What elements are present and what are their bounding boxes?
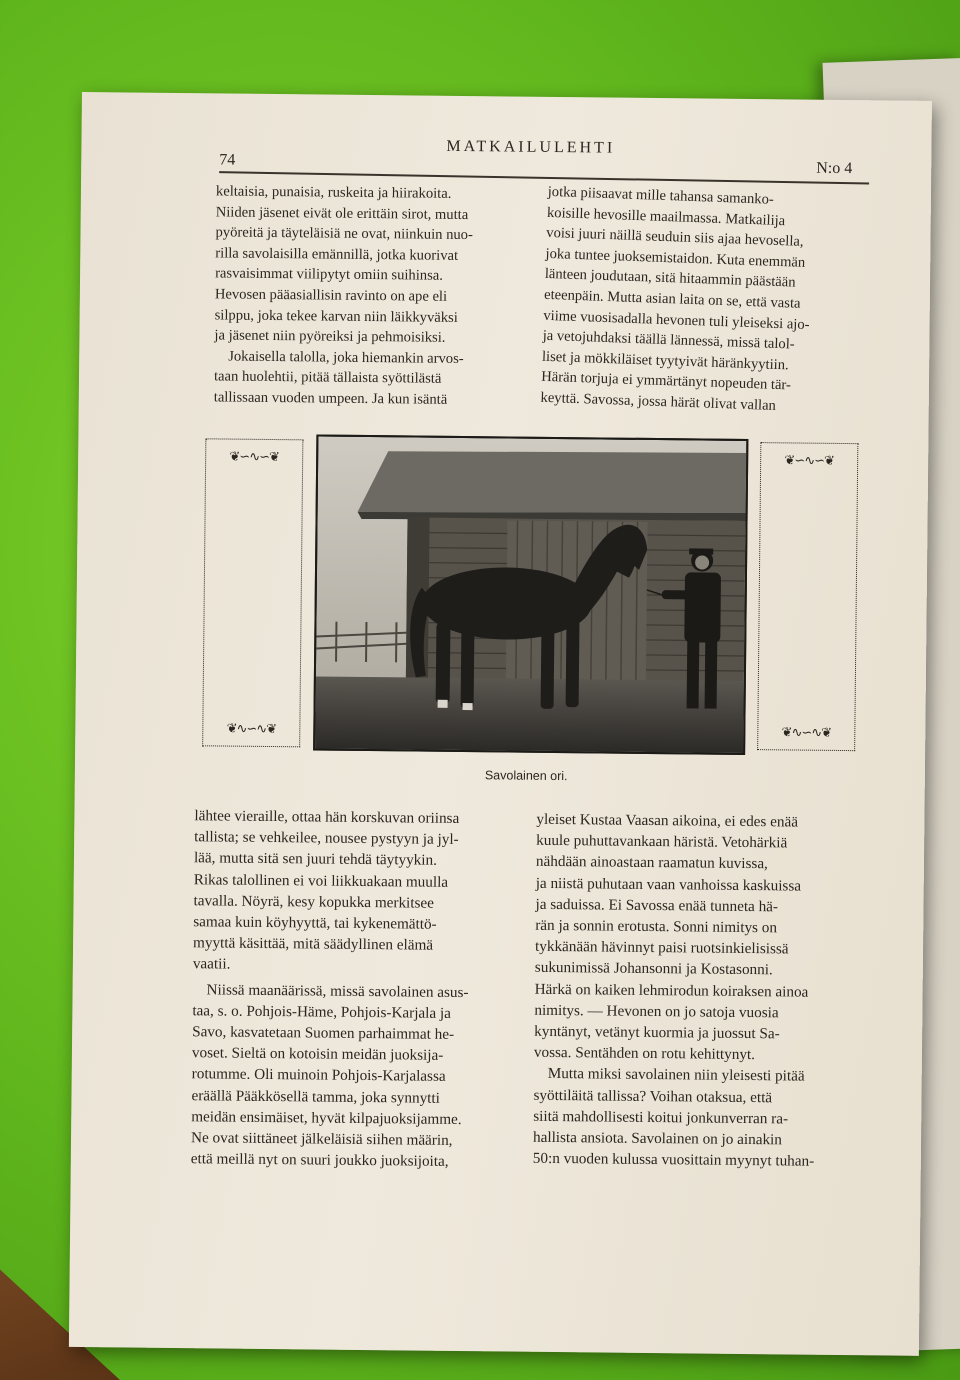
magazine-title: MATKAILULEHTI	[446, 137, 616, 157]
column-bottom-right	[533, 809, 867, 1173]
column-top-right	[540, 182, 863, 419]
horse-photo	[313, 434, 748, 755]
paragraph: Niissä maanäärissä, missä savolainen asus- taa, s. o. Pohjois-Häme, Pohjois-Karjala ja Savo, kasvatetaan Suomen parhaimmat he- voset. Sieltä on kotoisin meidän juoksija- rotumme. Oli muinoin Pohjois-Karjalassa eräällä Pääkkösellä tamma, joka synnytti meidän ensimäiset, hyvät kilpajuoksijamme. Ne ovat siittäneet jälkeläisiä siihen määrin, että meillä nyt on suuri joukko juoksijoita,	[190, 980, 469, 1171]
scroll-ornament-icon: ❦∽∿∽❦	[229, 448, 280, 465]
paragraph: Mutta miksi savolainen niin yleisesti pitää syöttiläitä tallissa? Voihan otaksua, että siitä mahdollisesti koitui jonkunverran ra- hallista ansiota. Savolainen on jo ainakin 50:n vuoden kulussa vuosittain myynyt tuhan-	[532, 1065, 815, 1170]
scroll-ornament-icon: ❦∿∽∿❦	[226, 720, 277, 737]
ornament-left	[202, 438, 303, 747]
column-bottom-left	[191, 805, 515, 1173]
magazine-page	[69, 92, 932, 1356]
page-number: 74	[219, 151, 236, 169]
paragraph: yleiset Kustaa Vaasan aikoina, ei edes enää kuule puhuttavankaan häristä. Vetohärkiä nähdään ainoastaan raamatun kuvissa, ja niistä puhutaan vaan vanhoissa kaskuissa ja saduissa. Ei Savossa enää tunneta hä- rän ja sonnin erotusta. Sonni nimitys on tykkänään hävinnyt paisi ruotsinkielisissä sukunimissä Johansonni ja Kostasonni. Härkä on kaiken lehmirodun koiraksen ainoa nimitys. — Hevonen on jo satoja vuosia kyntänyt, vetänyt kuormia ja juossut Sa- vossa. Sentähden on rotu kehittynyt.	[533, 810, 809, 1064]
paragraph: lähtee vieraille, ottaa hän korskuvan oriinsa tallista; se vehkeilee, nousee pystyyn ja jyl- lää, mutta sitä sen juuri tehdä täytyykin. Rikas talollinen ei voi liikkuakaan muulla tavalla. Nöyrä, kesy kopukka merkitsee samaa kuin köyhyyttä, tai kykenemättö- myyttä käsittää, mitä säädyllinen elämä vaatii.	[192, 807, 460, 974]
scroll-ornament-icon: ❦∿∽∿❦	[781, 724, 832, 740]
photo-caption: Savolainen ori.	[484, 768, 568, 784]
paragraph: jotka piisaavat mille tahansa samanko- koisille hevosille maailmassa. Matkailija voisi juuri näillä seuduin siis ajaa hevosella, joka tuntee juoksemistaidon. Kuta enemmän länteen joudutaan, sitä hitaammin päästään eteenpäin. Mutta asian laita on se, että vasta viime vuosisadalla hevonen tuli yleiseksi ajo- ja vetojuhdaksi täällä lännessä, missä talol- liset ja mökkiläiset tyytyivät häränkyytiin. Härän torjuja ei ymmärtänyt nopeuden tär- keyttä. Savossa, jossa härät olivat vallan	[540, 183, 810, 414]
paragraph: Jokaisella talolla, joka hiemankin arvos- taan huolehtii, pitää tällaista syöttilästä tallissaan vuoden umpeen. Ja kun isäntä	[213, 348, 464, 408]
scroll-ornament-icon: ❦∽∿∽❦	[784, 452, 834, 468]
horse-photo-icon	[315, 436, 746, 752]
ornament-right	[757, 442, 858, 751]
column-top-left	[214, 181, 531, 411]
issue-number: N:o 4	[816, 159, 853, 178]
paragraph: keltaisia, punaisia, ruskeita ja hiirakoita. Niiden jäsenet eivät ole erittäin sirot, mutta pyöreitä ja täyteläisiä ne ovat, niinkuin nuo- rilla savolaisilla emännillä, jotka kuorivat rasvaisimmat viilipytyt omiin suihinsa. Hevosen pääasiallisin ravinto on ape eli silppu, joka tekee karvan niin läikkyväksi ja jäsenet niin pyöreiksi ja pehmoisiksi.	[214, 183, 473, 346]
